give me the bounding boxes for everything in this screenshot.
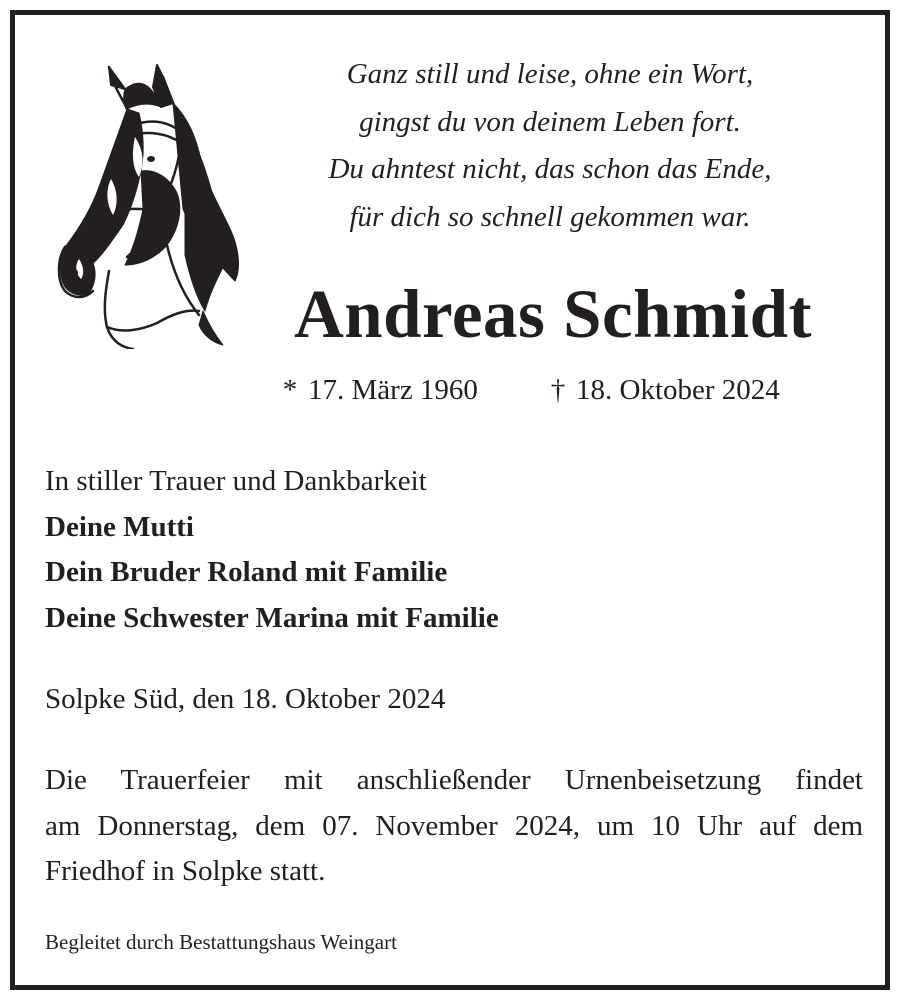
horse-head-icon xyxy=(39,59,244,349)
deceased-name: Andreas Schmidt xyxy=(293,276,813,352)
birth-date: 17. März 1960 xyxy=(308,374,478,406)
ceremony-info xyxy=(45,758,863,895)
mourners-intro: In stiller Trauer und Dankbarkeit xyxy=(45,465,427,497)
mourners-block xyxy=(45,459,499,641)
funeral-home-credit: Begleitet durch Bestattungshaus Weingart xyxy=(45,930,397,954)
place-date: Solpke Süd, den 18. Oktober 2024 xyxy=(45,683,446,715)
ceremony-line: Die Trauerfeier mit anschließender Urnenbeisetzung findet xyxy=(45,764,863,796)
poem-line: gingst du von deinem Leben fort. xyxy=(359,105,741,138)
birth-star-icon: * xyxy=(282,374,298,406)
death-date-line xyxy=(546,370,780,410)
mourner-name: Dein Bruder Roland mit Familie xyxy=(45,556,448,588)
obituary-notice xyxy=(10,10,890,990)
birth-date-line xyxy=(278,370,478,410)
mourner-name: Deine Mutti xyxy=(45,510,194,543)
ceremony-line: am Donnerstag, dem 07. November 2024, um 10 Uhr auf dem xyxy=(45,809,863,842)
poem-line: für dich so schnell gekommen war. xyxy=(349,200,751,233)
ceremony-line: Friedhof in Solpke statt. xyxy=(45,855,326,887)
death-date: 18. Oktober 2024 xyxy=(576,374,780,406)
memorial-poem xyxy=(270,51,830,241)
death-cross-icon: † xyxy=(550,374,566,406)
poem-line: Ganz still und leise, ohne ein Wort, xyxy=(346,58,754,90)
poem-line: Du ahntest nicht, das schon das Ende, xyxy=(328,153,772,185)
mourner-name: Deine Schwester Marina mit Familie xyxy=(45,601,499,634)
